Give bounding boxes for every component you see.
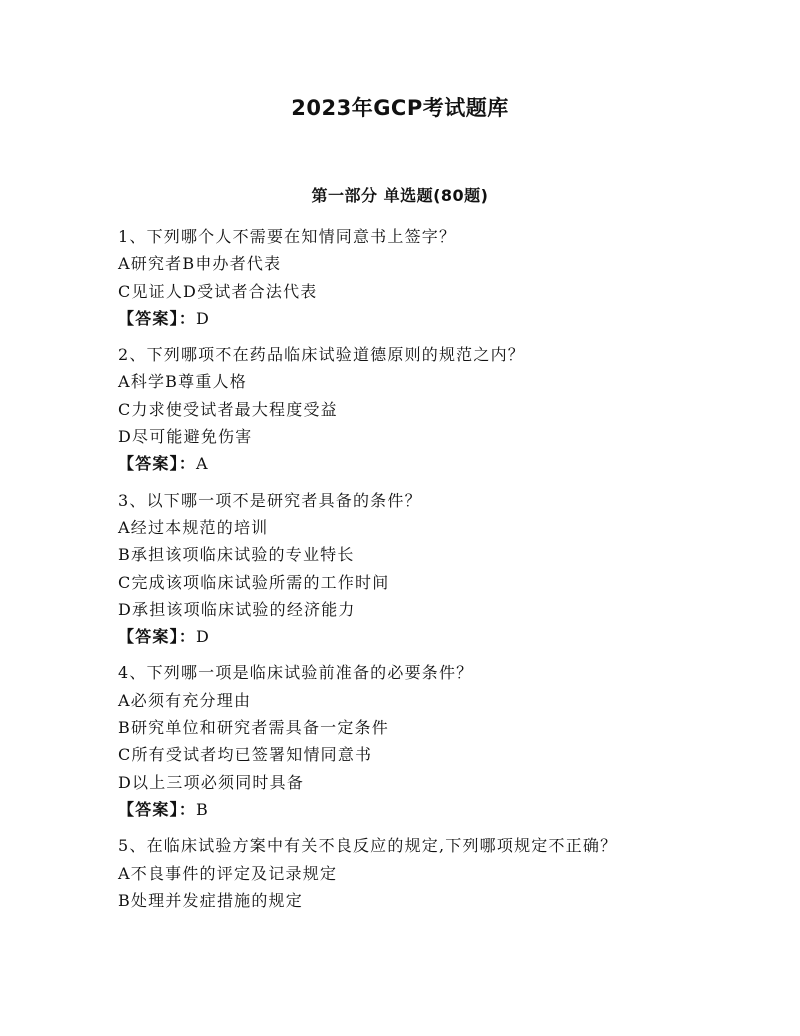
answer-separator: ：: [178, 627, 197, 647]
question-option: D承担该项临床试验的经济能力: [118, 599, 356, 619]
answer-value: A: [196, 454, 209, 474]
answer-label: 【答案】: [118, 308, 179, 328]
answer-line: [118, 305, 718, 332]
question-stem: 3、以下哪一项不是研究者具备的条件？: [118, 490, 422, 510]
answer-value: D: [196, 308, 211, 328]
answer-separator: ：: [178, 308, 197, 328]
answer-label: 【答案】: [118, 454, 179, 474]
question-option: A科学B尊重人格: [118, 372, 247, 392]
question-option: D以上三项必须同时具备: [118, 772, 305, 792]
question-4: [118, 659, 718, 823]
question-option: C所有受试者均已签署知情同意书: [118, 745, 373, 765]
question-option: D尽可能避免伤害: [118, 427, 253, 447]
question-1: [118, 223, 718, 332]
question-stem: 5、在临床试验方案中有关不良反应的规定,下列哪项规定不正确？: [118, 836, 618, 856]
question-stem: 1、下列哪个人不需要在知情同意书上签字？: [118, 227, 457, 246]
question-option: B研究单位和研究者需具备一定条件: [118, 718, 389, 738]
answer-line: [118, 796, 718, 823]
question-option: C完成该项临床试验所需的工作时间: [118, 572, 390, 592]
answer-label: 【答案】: [118, 799, 179, 819]
question-option: A必须有充分理由: [118, 690, 252, 710]
answer-line: [118, 450, 718, 477]
question-2: [118, 341, 718, 477]
question-stem: 4、下列哪一项是临床试验前准备的必要条件？: [118, 663, 474, 683]
question-5: [118, 832, 718, 914]
section-title: 第一部分 单选题(80题): [311, 186, 489, 205]
question-option: A经过本规范的培训: [118, 517, 269, 537]
answer-label: 【答案】: [118, 627, 179, 647]
answer-value: D: [196, 627, 211, 647]
question-option: C见证人D受试者合法代表: [118, 281, 318, 301]
question-option: A研究者B申办者代表: [118, 254, 282, 274]
question-3: [118, 487, 718, 651]
question-option: A不良事件的评定及记录规定: [118, 863, 338, 883]
document-title: 2023年GCP考试题库: [291, 96, 509, 120]
answer-line: [118, 623, 718, 650]
question-option: B处理并发症措施的规定: [118, 890, 303, 910]
answer-separator: ：: [178, 799, 197, 819]
answer-separator: ：: [178, 454, 197, 474]
question-option: B承担该项临床试验的专业特长: [118, 545, 355, 565]
answer-value: B: [196, 799, 209, 819]
question-option: C力求使受试者最大程度受益: [118, 399, 338, 419]
question-list: [118, 223, 718, 923]
question-stem: 2、下列哪项不在药品临床试验道德原则的规范之内？: [118, 345, 525, 365]
